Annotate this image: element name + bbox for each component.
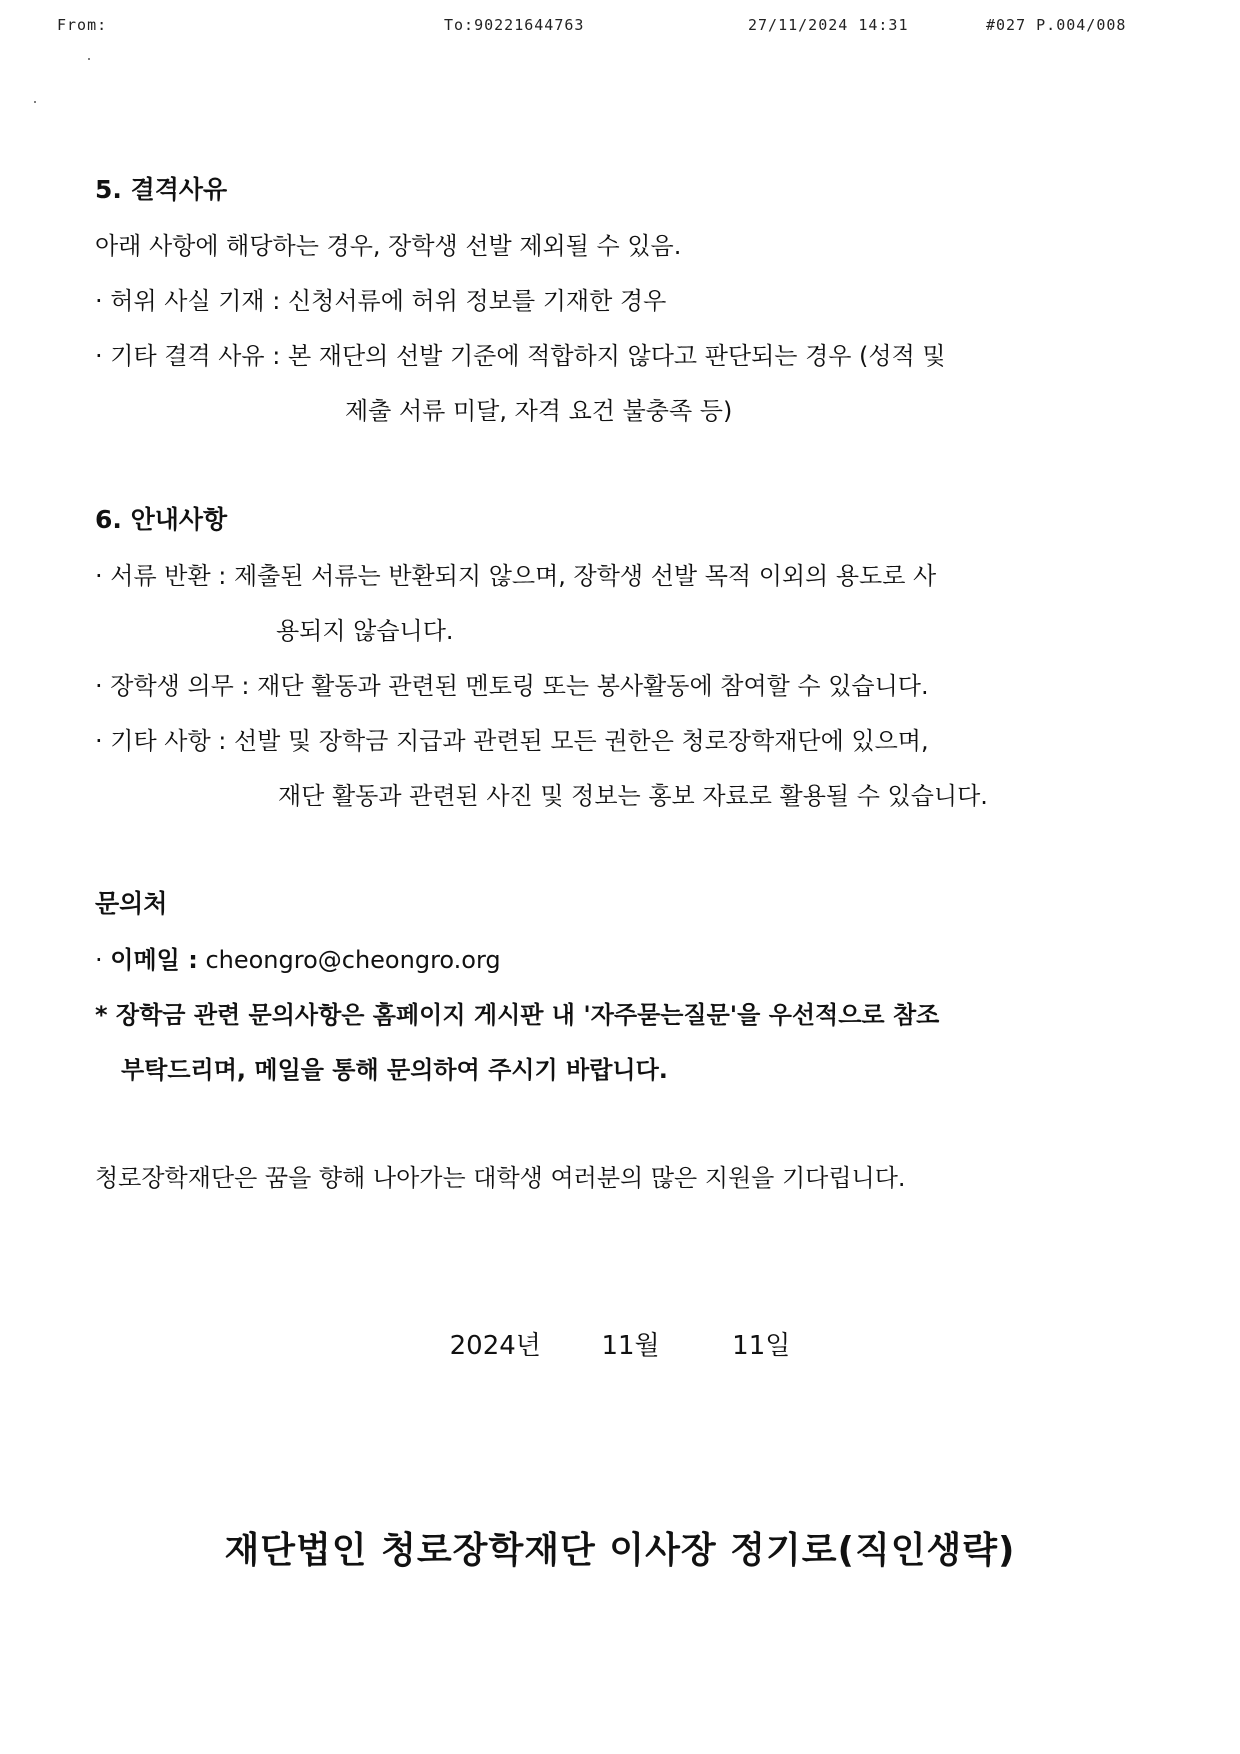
contact-email-label: 이메일 : <box>110 946 198 974</box>
section6-item3-text: 선발 및 장학금 지급과 관련된 모든 권한은 청로장학재단에 있으며, <box>233 727 929 755</box>
document-date <box>0 1325 1240 1362</box>
fax-page-number: #027 P.004/008 <box>986 16 1127 34</box>
contact-email-value: cheongro@cheongro.org <box>205 946 501 974</box>
section6-item3-continued: 재단 활동과 관련된 사진 및 정보는 홍보 자료로 활용될 수 있습니다. <box>278 782 988 810</box>
section5-item1 <box>95 286 666 316</box>
contact-note-line1: * 장학금 관련 문의사항은 홈페이지 게시판 내 '자주묻는질문'을 우선적으로 참조 <box>95 1001 940 1029</box>
section6-item2-label: · 장학생 의무 : <box>95 672 250 700</box>
section6-item3 <box>95 726 929 756</box>
scan-speck <box>88 58 90 60</box>
section6-title: 6. 안내사항 <box>95 505 228 534</box>
section6-item2 <box>95 671 929 701</box>
fax-header <box>0 16 1240 38</box>
contact-note-line2: 부탁드리며, 메일을 통해 문의하여 주시기 바랍니다. <box>121 1056 668 1084</box>
contact-email-bullet: · <box>95 946 103 974</box>
section6-item1-continued: 용되지 않습니다. <box>276 617 454 645</box>
fax-to-number: To:90221644763 <box>444 16 585 34</box>
section5-item2 <box>95 341 1155 371</box>
contact-email-row <box>95 945 501 975</box>
section5-item1-label: · 허위 사실 기재 : <box>95 287 281 315</box>
fax-from: From: <box>57 16 108 34</box>
section6-item1-label: · 서류 반환 : <box>95 562 227 590</box>
signature-line: 재단법인 청로장학재단 이사장 정기로(직인생략) <box>224 1530 1016 1571</box>
section5-item2-label: · 기타 결격 사유 : <box>95 342 281 370</box>
section6-item1-text: 제출된 서류는 반환되지 않으며, 장학생 선발 목적 이외의 용도로 사 <box>233 562 937 590</box>
section5-item2-text: 본 재단의 선발 기준에 적합하지 않다고 판단되는 경우 (성적 및 <box>287 342 946 370</box>
section6-item2-text: 재단 활동과 관련된 멘토링 또는 봉사활동에 참여할 수 있습니다. <box>257 672 929 700</box>
scan-speck <box>34 101 36 103</box>
section6-item3-label: · 기타 사항 : <box>95 727 227 755</box>
closing-message: 청로장학재단은 꿈을 향해 나아가는 대학생 여러분의 많은 지원을 기다립니다. <box>95 1164 906 1192</box>
section5-intro: 아래 사항에 해당하는 경우, 장학생 선발 제외될 수 있음. <box>95 232 682 260</box>
section5-item2-continued: 제출 서류 미달, 자격 요건 불충족 등) <box>345 397 733 425</box>
date-year: 2024년 <box>449 1331 541 1361</box>
date-month: 11월 <box>601 1331 660 1361</box>
date-day: 11일 <box>732 1331 791 1361</box>
section6-item1 <box>95 561 936 591</box>
section5-item1-text: 신청서류에 허위 정보를 기재한 경우 <box>287 287 667 315</box>
fax-datetime: 27/11/2024 14:31 <box>748 16 909 34</box>
section5-title: 5. 결격사유 <box>95 175 228 204</box>
contact-title: 문의처 <box>95 889 168 918</box>
